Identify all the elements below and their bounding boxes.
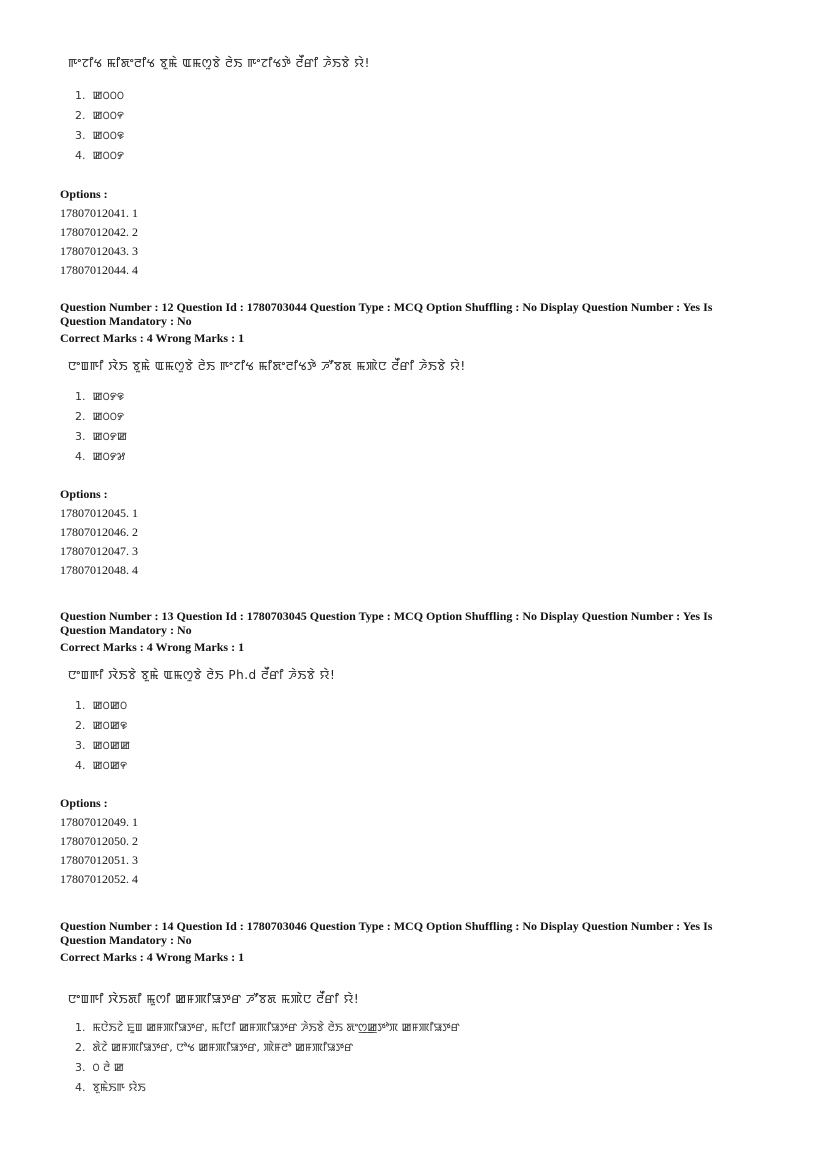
question-marks: Correct Marks : 4 Wrong Marks : 1 [60, 950, 245, 964]
answer-choice: 1. ꯀ꯰ꯀ꯰ [75, 699, 128, 712]
option-id-row: 17807012046. 2 [60, 525, 138, 539]
answer-choice: 3. ꯰ ꯂꯥ ꯀ [75, 1061, 124, 1074]
option-id-row: 17807012051. 3 [60, 853, 138, 867]
option-id-row: 17807012041. 1 [60, 206, 138, 220]
question-block-12 [60, 300, 760, 580]
option-id-row: 17807012050. 2 [60, 834, 138, 848]
answer-choice: 3. ꯀ꯰ꯀꯀ [75, 739, 131, 752]
question-marks: Correct Marks : 4 Wrong Marks : 1 [60, 331, 245, 345]
options-section [60, 485, 760, 580]
answer-choice: 4. ꯀ꯰ꯀ꯵ [75, 759, 127, 772]
answer-choices [60, 1018, 760, 1098]
options-label: Options : [60, 487, 108, 501]
option-id-row: 17807012052. 4 [60, 872, 138, 886]
option-id-row: 17807012049. 1 [60, 815, 138, 829]
question-text: ꯅꯦꯡꯒꯤ ꯋꯥꯏꯗꯤ ꯃꯨꯁꯤ ꯀꯝꯄꯤꯎꯇꯔ ꯍꯧꯕꯗ ꯃꯄꯥꯅ ꯂꯩꯔꯤ ꯌꯥ! [68, 992, 360, 1006]
question-meta: Question Number : 14 Question Id : 1780703046 Question Type : MCQ Option Shuffling : No Display Question Number : Yes Is Question Mandatory : No [60, 919, 713, 947]
options-section [60, 185, 760, 280]
question-block-14 [60, 919, 760, 1098]
question-text: ꯒꯦꯖꯤꯠ ꯃꯤꯗꯦꯂꯤꯠ ꯕꯨꯃꯥ ꯑꯃꯁꯨꯕꯥ ꯂꯥꯏ ꯒꯦꯖꯤꯠꯇꯥ ꯂꯩꯔꯤ ꯍꯥꯏꯕꯥ ꯌꯥ! [68, 56, 370, 70]
option-id-row: 17807012044. 4 [60, 263, 138, 277]
question-meta: Question Number : 12 Question Id : 1780703044 Question Type : MCQ Option Shuffling : No Display Question Number : Yes Is Question Mandatory : No [60, 300, 713, 328]
answer-choice: 2. ꯀ꯰꯰꯵ [75, 109, 124, 122]
answer-choice: 1. ꯃꯅꯥꯏꯖꯥ ꯐꯨꯡ ꯀꯝꯄꯤꯎꯇꯔ, ꯃꯤꯅꯤ ꯀꯝꯄꯤꯎꯇꯔ ꯍꯥꯏꯕꯥ ꯂꯥꯏ ꯗꯦꯁ꯭ꯀꯇꯣꯞ ꯀꯝꯄꯤꯎꯇꯔ [75, 1021, 460, 1034]
answer-choice: 3. ꯀ꯰꯰꯶ [75, 129, 125, 142]
answer-choices [60, 86, 760, 166]
question-block-11 [60, 54, 760, 280]
answer-choice: 4. ꯀ꯰꯰꯸ [75, 149, 124, 162]
option-id-row: 17807012048. 4 [60, 563, 138, 577]
option-id-row: 17807012047. 3 [60, 544, 138, 558]
options-section [60, 794, 760, 889]
answer-choice: 2. ꯗꯥꯖꯥ ꯀꯝꯄꯤꯎꯇꯔ, ꯅꯣꯠ ꯀꯝꯄꯤꯎꯇꯔ, ꯄꯥꯝꯂꯣ ꯀꯝꯄꯤꯎꯇꯔ [75, 1041, 354, 1054]
answer-choice: 1. ꯀ꯰꯰꯰ [75, 89, 125, 102]
answer-choice: 3. ꯀ꯰꯸ꯀ [75, 430, 128, 443]
answer-choices [60, 696, 760, 776]
option-id-row: 17807012045. 1 [60, 506, 138, 520]
answer-choice: 2. ꯀ꯰꯰꯸ [75, 410, 124, 423]
option-id-row: 17807012042. 2 [60, 225, 138, 239]
option-id-row: 17807012043. 3 [60, 244, 138, 258]
question-text: ꯅꯦꯡꯒꯤ ꯋꯥꯏꯕꯥ ꯕꯨꯃꯥ ꯑꯃꯁꯨꯕꯥ ꯂꯥꯏ Ph.d ꯂꯩꯔꯤ ꯍꯥꯏꯕꯥ ꯌꯥ! [68, 668, 336, 682]
question-marks: Correct Marks : 4 Wrong Marks : 1 [60, 640, 245, 654]
question-meta: Question Number : 13 Question Id : 1780703045 Question Type : MCQ Option Shuffling : No Display Question Number : Yes Is Question Mandatory : No [60, 609, 713, 637]
question-block-13 [60, 609, 760, 889]
answer-choices [60, 387, 760, 467]
answer-choice: 4. ꯕꯨꯃꯥꯏꯒ ꯌꯥꯏ [75, 1081, 146, 1094]
question-text: ꯅꯦꯡꯒꯤ ꯋꯥꯏ ꯕꯨꯃꯥ ꯑꯃꯁꯨꯕꯥ ꯂꯥꯏ ꯒꯦꯖꯤꯠ ꯃꯤꯗꯦꯂꯤꯠꯇꯥ ꯍꯧꯕꯗ ꯃꯄꯥꯅ ꯂꯩꯔꯤ ꯍꯥꯏꯕꯥ ꯌꯥ! [68, 359, 466, 373]
answer-choice: 4. ꯀ꯰꯸꯷ [75, 450, 126, 463]
answer-choice: 1. ꯀ꯰꯸꯶ [75, 390, 125, 403]
options-label: Options : [60, 796, 108, 810]
answer-choice: 2. ꯀ꯰ꯀ꯶ [75, 719, 128, 732]
options-label: Options : [60, 187, 108, 201]
